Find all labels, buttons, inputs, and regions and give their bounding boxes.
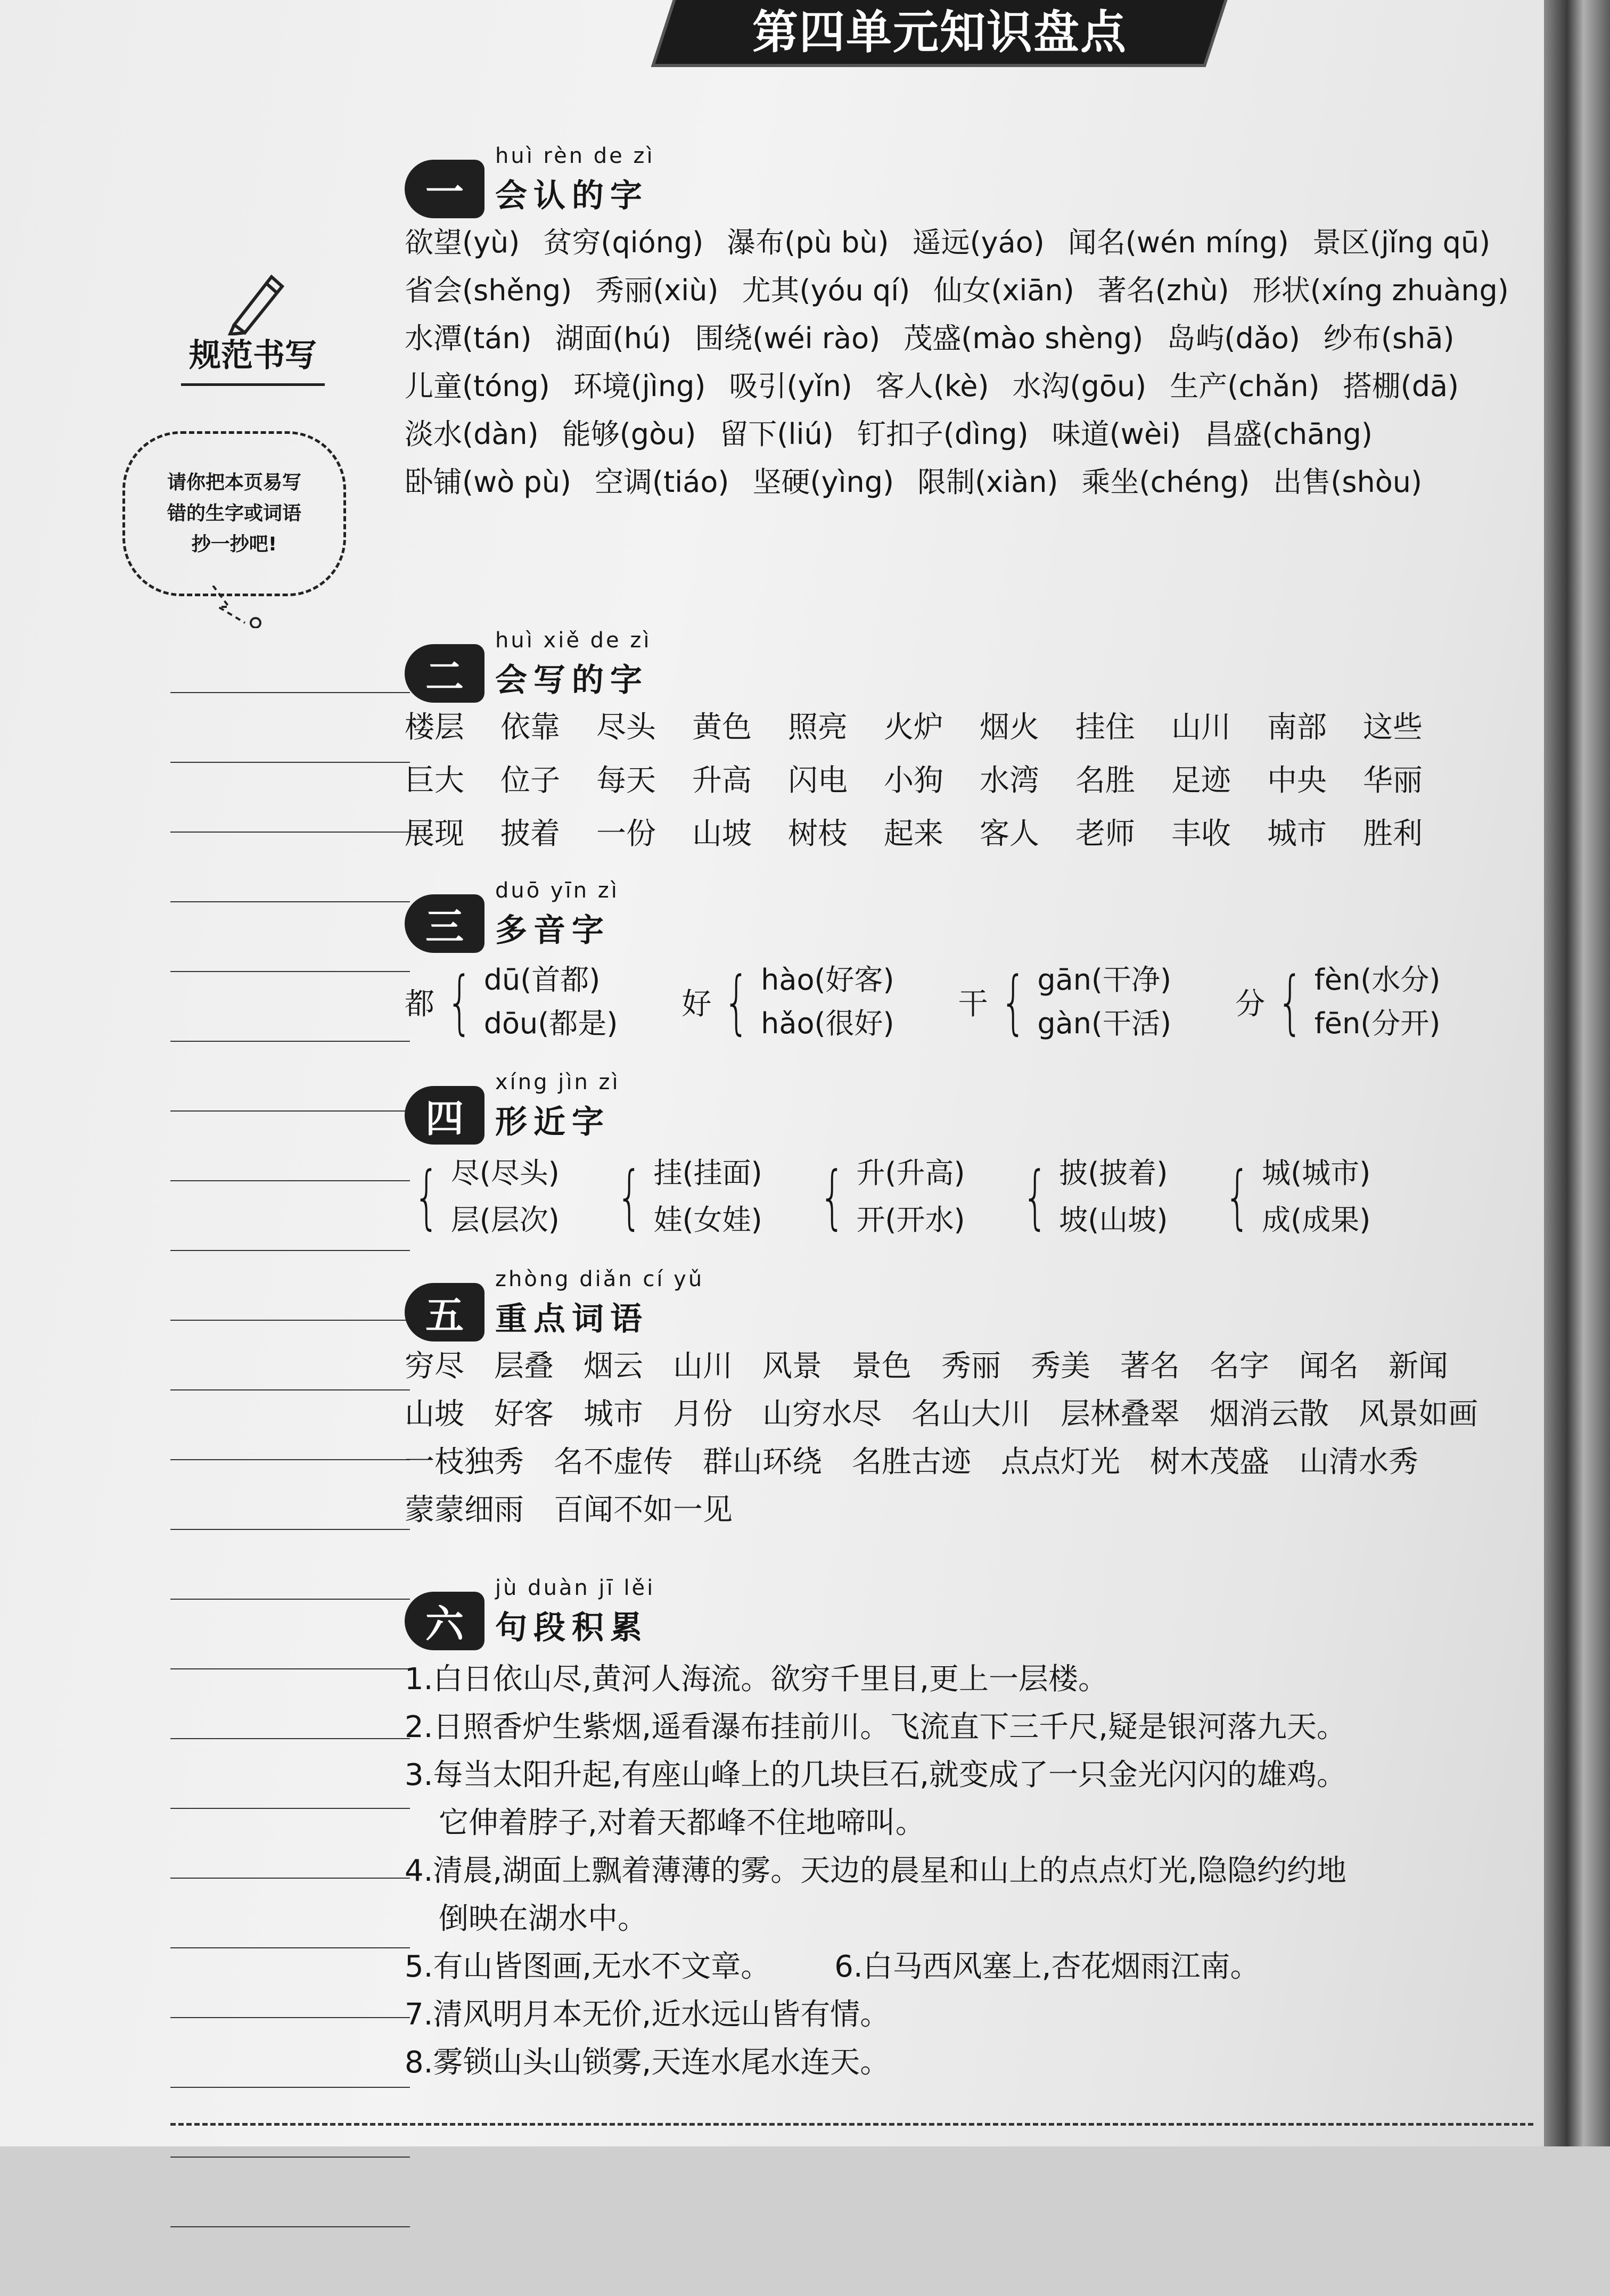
- section-title: 形近字: [495, 1104, 610, 1141]
- char-item: 搭棚(dā): [1343, 369, 1459, 403]
- brace-icon: {: [1022, 1156, 1048, 1237]
- phrase-item: 山坡: [405, 1397, 464, 1431]
- word-item: 老师: [1075, 817, 1135, 851]
- phrase-item: 百闻不如一见: [554, 1493, 733, 1527]
- bubble-line: 抄一抄吧!: [191, 533, 277, 555]
- polyphonic-group: [958, 958, 1171, 1046]
- sentence-item: 它伸着脖子,对着天都峰不住地啼叫。: [439, 1806, 925, 1840]
- section-number-badge: 六: [405, 1592, 484, 1650]
- char-item: 纱布(shā): [1323, 322, 1455, 355]
- writing-line: [170, 1459, 410, 1460]
- phrase-item: 山川: [673, 1349, 733, 1384]
- similar-char-item: 坡(山坡): [1059, 1203, 1168, 1237]
- word-item: 足迹: [1171, 763, 1231, 798]
- word-item: 树枝: [788, 817, 848, 851]
- writing-line: [170, 832, 410, 833]
- char-item: 省会(shěng): [405, 274, 572, 307]
- similar-char-group: [810, 1150, 965, 1244]
- phrase-item: 闻名: [1299, 1349, 1359, 1384]
- similar-char-group: [607, 1150, 762, 1244]
- word-item: 照亮: [788, 710, 848, 745]
- section-title: 重点词语: [495, 1301, 648, 1338]
- phrase-item: 好客: [494, 1397, 554, 1431]
- sentence-line: [405, 1847, 1523, 1895]
- section-title: 多音字: [495, 912, 610, 949]
- section-pinyin: huì xiě de zì: [495, 628, 652, 653]
- section-title: 会写的字: [495, 662, 648, 699]
- writing-line: [170, 1389, 410, 1390]
- char-item: 环境(jìng): [573, 369, 706, 403]
- sentence-item: 8.雾锁山头山锁雾,天连水尾水连天。: [405, 2045, 890, 2080]
- char-item: 湖面(hú): [555, 322, 672, 355]
- section-number-badge: 三: [405, 894, 484, 953]
- bubble-line: 错的生字或词语: [167, 503, 301, 524]
- char-item: 欲望(yù): [405, 226, 520, 259]
- similar-char-item: 娃(女娃): [653, 1203, 762, 1237]
- polyphonic-list: [405, 958, 1523, 1046]
- phrase-item: 月份: [673, 1397, 733, 1431]
- section-sentences: [405, 1576, 1523, 2087]
- brace-icon: {: [413, 1156, 440, 1237]
- word-item: 华丽: [1363, 763, 1423, 798]
- char-item: 闻名(wén míng): [1067, 226, 1289, 259]
- section-pinyin: duō yīn zì: [495, 878, 619, 903]
- char-item: 岛屿(dǎo): [1167, 322, 1300, 355]
- brace-icon: {: [616, 1156, 643, 1237]
- char-item: 仙女(xiān): [933, 274, 1074, 307]
- section-pinyin: huì rèn de zì: [495, 144, 655, 168]
- sentence-line: [405, 1704, 1523, 1751]
- similar-char-group: [1215, 1150, 1370, 1244]
- section-header: [405, 144, 1523, 224]
- section-number-badge: 一: [405, 160, 484, 218]
- writing-line: [170, 762, 410, 763]
- word-item: 水湾: [980, 763, 1039, 798]
- char-item: 形状(xíng zhuàng): [1252, 274, 1509, 307]
- similar-char-pair: [1262, 1150, 1370, 1244]
- phrase-item: 山清水秀: [1299, 1445, 1418, 1479]
- char-list: [405, 224, 1523, 501]
- brace-icon: {: [446, 961, 473, 1042]
- char-item: 味道(wèi): [1052, 417, 1181, 451]
- sidebar-title: 规范书写: [181, 330, 325, 386]
- sentence-item: 7.清风明月本无价,近水远山皆有情。: [405, 1997, 890, 2032]
- word-item: 城市: [1267, 817, 1327, 851]
- writing-line: [170, 2226, 410, 2227]
- section-number-badge: 五: [405, 1283, 484, 1342]
- section-recognize-chars: [405, 144, 1523, 501]
- section-polyphonic: [405, 878, 1523, 1046]
- writing-line: [170, 1878, 410, 1879]
- char-item: 贫穷(qióng): [543, 226, 704, 259]
- phrase-item: 蒙蒙细雨: [405, 1493, 524, 1527]
- char-item: 生产(chǎn): [1170, 369, 1320, 403]
- char-item: 淡水(dàn): [405, 417, 539, 451]
- phrase-item: 风景如画: [1359, 1397, 1478, 1431]
- sentence-line: [405, 1943, 1523, 1991]
- similar-char-pair: [451, 1150, 560, 1244]
- char-item: 昌盛(chāng): [1204, 417, 1373, 451]
- writing-line: [170, 1599, 410, 1600]
- similar-char-pair: [1059, 1150, 1168, 1244]
- word-item: 楼层: [405, 710, 464, 745]
- word-item: 名胜: [1075, 763, 1135, 798]
- reading-item: fèn(水分): [1314, 963, 1441, 997]
- char-item: 能够(gòu): [562, 417, 696, 451]
- writing-line: [170, 1668, 410, 1669]
- writing-line: [170, 901, 410, 902]
- phrase-item: 山穷水尽: [762, 1397, 882, 1431]
- sentence-item: 3.每当太阳升起,有座山峰上的几块巨石,就变成了一只金光闪闪的雄鸡。: [405, 1758, 1347, 1792]
- writing-line: [170, 692, 410, 693]
- reading-item: hào(好客): [761, 963, 894, 997]
- phrase-item: 树木茂盛: [1150, 1445, 1269, 1479]
- phrase-item: 名字: [1210, 1349, 1269, 1384]
- similar-char-pair: [654, 1150, 762, 1244]
- phrase-item: 层叠: [494, 1349, 554, 1384]
- char-item: 遥远(yáo): [912, 226, 1045, 259]
- word-item: 山川: [1171, 710, 1231, 745]
- writing-line: [170, 1250, 410, 1251]
- char-item: 著名(zhù): [1097, 274, 1229, 307]
- sentence-item: 5.有山皆图画,无水不文章。: [405, 1949, 771, 1984]
- sentence-line: [405, 1799, 1523, 1847]
- polyphonic-group: [681, 958, 894, 1046]
- sentence-item: 2.日照香炉生紫烟,遥看瀑布挂前川。飞流直下三千尺,疑是银河落九天。: [405, 1710, 1347, 1744]
- section-key-words: [405, 1267, 1523, 1530]
- footer-dashed-line: [170, 2123, 1533, 2126]
- phrase-item: 名山大川: [911, 1397, 1031, 1431]
- writing-line: [170, 2017, 410, 2018]
- section-pinyin: jù duàn jī lěi: [495, 1576, 655, 1600]
- writing-line: [170, 2087, 410, 2088]
- speech-bubble: [122, 431, 346, 596]
- brace-icon: {: [1224, 1156, 1251, 1237]
- word-item: 依靠: [500, 710, 560, 745]
- reading-list: [1315, 958, 1441, 1046]
- writing-line: [170, 1738, 410, 1739]
- word-item: 丰收: [1171, 817, 1231, 851]
- char-item: 空调(tiáo): [595, 465, 729, 499]
- phrase-item: 烟消云散: [1210, 1397, 1329, 1431]
- section-header: [405, 1576, 1523, 1656]
- similar-char-item: 成(成果): [1262, 1203, 1371, 1237]
- word-item: 小狗: [884, 763, 943, 798]
- char-item: 限制(xiàn): [917, 465, 1058, 499]
- char-item: 茂盛(mào shèng): [903, 322, 1144, 355]
- reading-item: dōu(都是): [483, 1007, 618, 1040]
- sentence-item: 1.白日依山尽,黄河人海流。欲穷千里目,更上一层楼。: [405, 1662, 1108, 1697]
- sentence-line: [405, 1895, 1523, 1943]
- word-item: 山坡: [692, 817, 752, 851]
- phrase-item: 点点灯光: [1001, 1445, 1120, 1479]
- char-item: 围绕(wéi rào): [695, 322, 881, 355]
- word-item: 升高: [692, 763, 752, 798]
- polyphonic-char: 分: [1235, 987, 1266, 1022]
- reading-item: dū(首都): [483, 963, 601, 997]
- word-grid: [405, 708, 1523, 854]
- brace-icon: {: [819, 1156, 845, 1237]
- phrase-item: 新闻: [1389, 1349, 1448, 1384]
- sentence-line: [405, 1751, 1523, 1799]
- section-similar-chars: [405, 1070, 1523, 1244]
- polyphonic-group: [405, 958, 618, 1046]
- char-item: 儿童(tóng): [405, 369, 550, 403]
- phrase-item: 著名: [1120, 1349, 1180, 1384]
- word-item: 一份: [596, 817, 656, 851]
- section-header: [405, 628, 1523, 708]
- phrase-item: 风景: [762, 1349, 822, 1384]
- brace-icon: {: [723, 961, 750, 1042]
- char-item: 客人(kè): [875, 369, 989, 403]
- writing-line: [170, 2157, 410, 2158]
- word-item: 烟火: [980, 710, 1039, 745]
- writing-line: [170, 1180, 410, 1181]
- page-title: 第四单元知识盘点: [752, 6, 1127, 59]
- phrase-item: 群山环绕: [703, 1445, 822, 1479]
- phrase-item: 烟云: [584, 1349, 643, 1384]
- reading-item: gān(干净): [1037, 963, 1172, 997]
- char-item: 出售(shòu): [1273, 465, 1423, 499]
- word-item: 位子: [500, 763, 560, 798]
- word-item: 巨大: [405, 763, 464, 798]
- char-item: 坚硬(yìng): [752, 465, 894, 499]
- brace-icon: {: [1277, 961, 1304, 1042]
- reading-list: [1037, 958, 1171, 1046]
- word-item: 胜利: [1363, 817, 1423, 851]
- sentence-line: [405, 1991, 1523, 2039]
- reading-item: gàn(干活): [1037, 1007, 1172, 1040]
- similar-char-pair: [856, 1150, 965, 1244]
- sentence-line: [405, 1656, 1523, 1704]
- sentence-item: 6.白马西风塞上,杏花烟雨江南。: [834, 1949, 1260, 1984]
- section-write-chars: [405, 628, 1523, 854]
- similar-char-group: [405, 1150, 560, 1244]
- word-item: 南部: [1267, 710, 1327, 745]
- word-item: 展现: [405, 817, 464, 851]
- phrase-item: 穷尽: [405, 1349, 464, 1384]
- char-item: 尤其(yóu qí): [742, 274, 910, 307]
- phrase-item: 秀丽: [941, 1349, 1001, 1384]
- char-item: 水潭(tán): [405, 322, 532, 355]
- similar-char-item: 开(开水): [856, 1203, 965, 1237]
- section-number-badge: 二: [405, 644, 484, 703]
- writing-line: [170, 1041, 410, 1042]
- word-item: 客人: [980, 817, 1039, 851]
- similar-char-item: 城(城市): [1262, 1156, 1371, 1190]
- section-title: 句段积累: [495, 1609, 648, 1647]
- similar-char-item: 层(层次): [450, 1203, 560, 1237]
- polyphonic-char: 干: [958, 987, 988, 1022]
- word-item: 挂住: [1075, 710, 1135, 745]
- reading-item: fēn(分开): [1314, 1007, 1441, 1040]
- sentence-list: [405, 1656, 1523, 2087]
- phrase-list: [405, 1347, 1496, 1530]
- writing-lines: [170, 692, 410, 2296]
- word-item: 这些: [1363, 710, 1423, 745]
- brace-icon: {: [1000, 961, 1026, 1042]
- word-item: 披着: [500, 817, 560, 851]
- sentence-item: 4.清晨,湖面上飘着薄薄的雾。天边的晨星和山上的点点灯光,隐隐约约地: [405, 1854, 1347, 1888]
- similar-char-item: 挂(挂面): [653, 1156, 762, 1190]
- char-item: 水沟(gōu): [1012, 369, 1147, 403]
- char-item: 瀑布(pù bù): [727, 226, 889, 259]
- similar-char-group: [1013, 1150, 1168, 1244]
- bubble-line: 请你把本页易写: [167, 472, 301, 493]
- writing-line: [170, 1110, 410, 1112]
- writing-line: [170, 1529, 410, 1530]
- char-item: 留下(liú): [719, 417, 834, 451]
- section-number-badge: 四: [405, 1086, 484, 1145]
- word-item: 起来: [884, 817, 943, 851]
- bubble-tail-icon: [197, 586, 272, 628]
- phrase-item: 一枝独秀: [405, 1445, 524, 1479]
- reading-item: hǎo(很好): [761, 1007, 894, 1040]
- char-item: 钉扣子(dìng): [857, 417, 1029, 451]
- section-pinyin: zhòng diǎn cí yǔ: [495, 1267, 704, 1291]
- similar-char-list: [405, 1150, 1523, 1244]
- word-item: 闪电: [788, 763, 848, 798]
- section-title: 会认的字: [495, 177, 648, 215]
- similar-char-item: 尽(尽头): [450, 1156, 560, 1190]
- pencil-icon: [224, 266, 288, 335]
- writing-line: [170, 971, 410, 972]
- phrase-item: 秀美: [1031, 1349, 1090, 1384]
- char-item: 吸引(yǐn): [729, 369, 852, 403]
- char-item: 景区(jǐng qū): [1312, 226, 1491, 259]
- section-header: [405, 1070, 1523, 1150]
- polyphonic-group: [1235, 958, 1440, 1046]
- polyphonic-char: 都: [405, 987, 434, 1022]
- reading-list: [761, 958, 894, 1046]
- char-item: 秀丽(xiù): [595, 274, 719, 307]
- similar-char-item: 升(升高): [856, 1156, 965, 1190]
- writing-line: [170, 1947, 410, 1948]
- similar-char-item: 披(披着): [1059, 1156, 1168, 1190]
- word-item: 中央: [1267, 763, 1327, 798]
- phrase-item: 城市: [584, 1397, 643, 1431]
- section-header: [405, 878, 1523, 958]
- writing-line: [170, 1808, 410, 1809]
- word-item: 每天: [596, 763, 656, 798]
- section-header: [405, 1267, 1523, 1347]
- word-item: 火炉: [884, 710, 943, 745]
- page-edge-shadow: [1544, 0, 1610, 2146]
- phrase-item: 名胜古迹: [852, 1445, 971, 1479]
- reading-list: [484, 958, 618, 1046]
- char-item: 卧铺(wò pù): [405, 465, 572, 499]
- phrase-item: 名不虚传: [554, 1445, 673, 1479]
- word-item: 尽头: [596, 710, 656, 745]
- phrase-item: 层林叠翠: [1061, 1397, 1180, 1431]
- polyphonic-char: 好: [681, 987, 712, 1022]
- sentence-line: [405, 2039, 1523, 2087]
- char-item: 乘坐(chéng): [1081, 465, 1250, 499]
- phrase-item: 景色: [852, 1349, 911, 1384]
- section-pinyin: xíng jìn zì: [495, 1070, 620, 1094]
- word-item: 黄色: [692, 710, 752, 745]
- writing-line: [170, 1320, 410, 1321]
- sentence-item: 倒映在湖水中。: [439, 1902, 647, 1936]
